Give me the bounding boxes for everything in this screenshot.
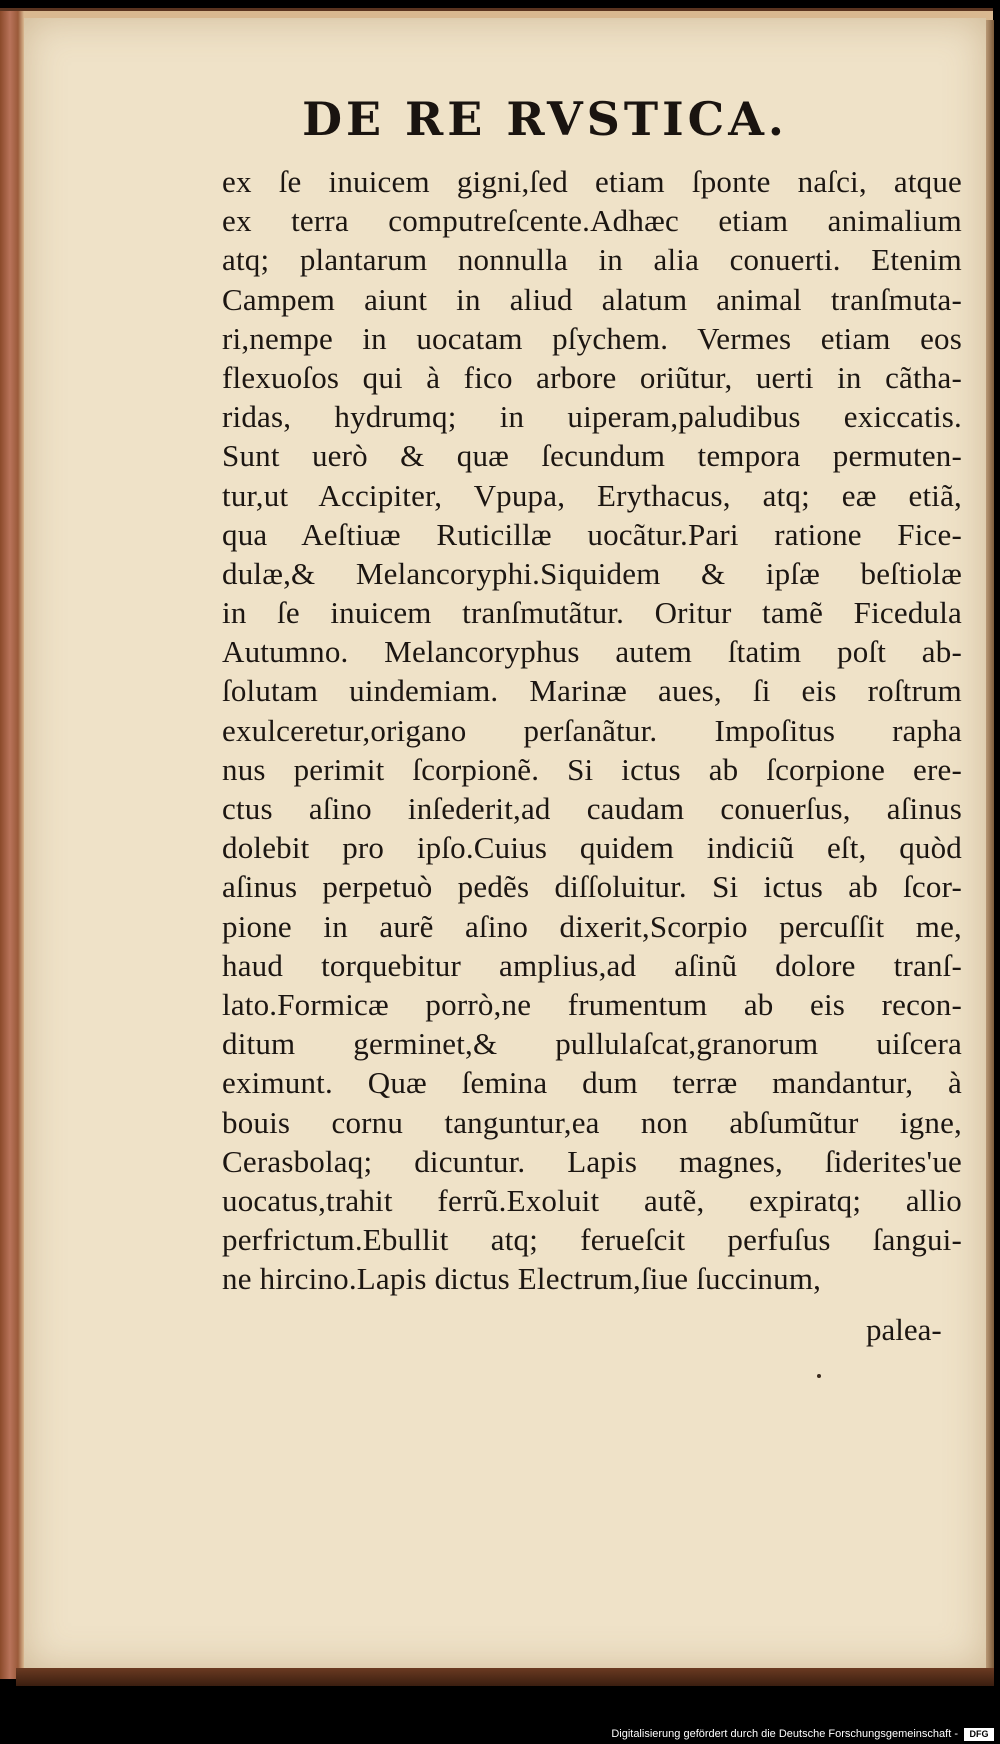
text-line: pione in aurẽ aſino dixerit,Scorpio percuſſit me, bbox=[222, 908, 962, 944]
text-line: atq; plantarum nonnulla in alia conuerti. Etenim bbox=[222, 242, 962, 278]
running-head bbox=[0, 92, 1000, 146]
text-line: eximunt. Quæ ſemina dum terræ mandantur, à bbox=[222, 1065, 962, 1101]
text-line: nus perimit ſcorpionẽ. Si ictus ab ſcorpione ere- bbox=[222, 751, 962, 787]
running-head-text: DE RE RVSTICA. bbox=[302, 92, 788, 146]
text-line: dulæ,& Melancoryphi.Siquidem & ipſæ beſtiolæ bbox=[222, 555, 962, 591]
text-line: Campem aiunt in aliud alatum animal tranſmuta- bbox=[222, 281, 962, 317]
text-line: qua Aeſtiuæ Ruticillæ uocãtur.Pari ratione Fice- bbox=[222, 516, 962, 552]
text-line: tur,ut Accipiter, Vpupa, Erythacus, atq; eæ etiã, bbox=[222, 477, 962, 513]
text-line: in ſe inuicem tranſmutãtur. Oritur tamẽ Ficedula bbox=[222, 595, 962, 631]
dfg-logo-icon: DFG bbox=[964, 1728, 994, 1741]
body-text bbox=[222, 162, 962, 1298]
text-line: dolebit pro ipſo.Cuius quidem indiciũ eſt, quòd bbox=[222, 830, 962, 866]
text-line: ctus aſino inſederit,ad caudam conuerſus, aſinus bbox=[222, 791, 962, 826]
text-line: bouis cornu tanguntur,ea non abſumũtur igne, bbox=[222, 1104, 962, 1140]
text-line: uocatus,trahit ferrũ.Exoluit autẽ, expiratq; allio bbox=[222, 1182, 962, 1218]
text-line: perfrictum.Ebullit atq; ferueſcit perfuſus ſangui- bbox=[222, 1222, 962, 1258]
footer-credit: Digitalisierung gefördert durch die Deutsche Forschungsgemeinschaft - bbox=[611, 1728, 958, 1740]
text-line: lato.Formicæ porrò,ne frumentum ab eis recon- bbox=[222, 986, 962, 1022]
text-line: ditum germinet,& pullulaſcat,granorum uiſcera bbox=[222, 1026, 962, 1062]
text-line: aſinus perpetuò pedẽs diſſoluitur. Si ictus ab ſcor- bbox=[222, 869, 962, 905]
text-line: flexuoſos qui à fico arbore oriũtur, uerti in cãtha- bbox=[222, 359, 962, 395]
ink-speck bbox=[817, 1374, 821, 1378]
page-bottom-edge bbox=[16, 1668, 994, 1686]
text-line: exulceretur,origano perſanãtur. Impoſitus rapha bbox=[222, 712, 962, 748]
text-line: Sunt uerò & quæ ſecundum tempora permuten- bbox=[222, 438, 962, 474]
text-line: ſolutam uindemiam. Marinæ aues, ſi eis roſtrum bbox=[222, 673, 962, 709]
text-line: ex ſe inuicem gigni,ſed etiam ſponte naſci, atque bbox=[222, 164, 962, 199]
text-line: ridas, hydrumq; in uiperam,paludibus exiccatis. bbox=[222, 399, 962, 435]
text-line: ri,nempe in uocatam pſychem. Vermes etiam eos bbox=[222, 320, 962, 356]
text-line: haud torquebitur amplius,ad aſinũ dolore tranſ- bbox=[222, 947, 962, 983]
text-line: ne hircino.Lapis dictus Electrum,ſiue ſuccinum, bbox=[222, 1261, 822, 1297]
text-line: Cerasbolaq; dicuntur. Lapis magnes, ſiderites'ue bbox=[222, 1143, 962, 1179]
text-line: Autumno. Melancoryphus autem ſtatim poſt ab- bbox=[222, 634, 962, 670]
catchword: palea- bbox=[866, 1312, 942, 1347]
text-line: ex terra computreſcente.Adhæc etiam animalium bbox=[222, 203, 962, 239]
